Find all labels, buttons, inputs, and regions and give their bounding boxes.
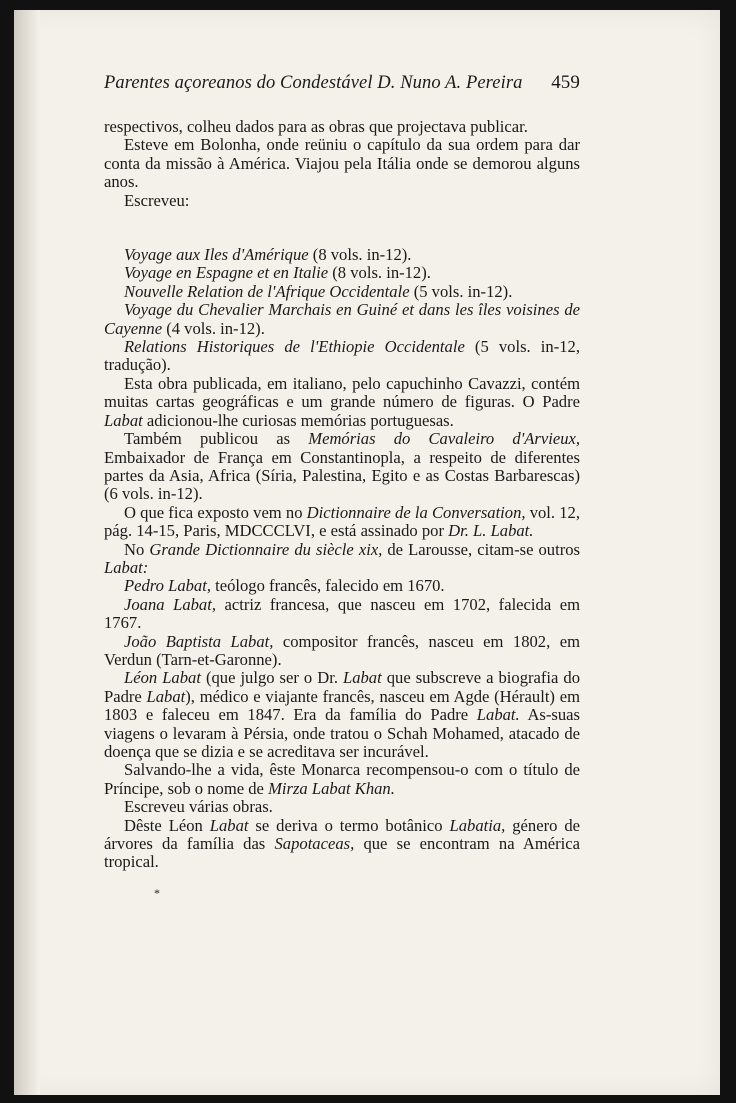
paragraph: Joana Labat, actriz francesa, que nasceu em 1702, falecida em 1767. (104, 594, 580, 633)
paragraph: Pedro Labat, teólogo francês, falecido em 1670. (124, 576, 445, 596)
page-content (104, 72, 580, 901)
paragraph: Esteve em Bolonha, onde reüniu o capítulo da sua ordem para dar conta da missão à América. Viajou pela Itália onde se demorou alguns anos. (104, 135, 580, 192)
paragraph: respectivos, colheu dados para as obras que projectava publicar. (104, 117, 528, 136)
paragraph: Esta obra publicada, em italiano, pelo capuchinho Cavazzi, contém muitas cartas geográficas e um grande número de figuras. O Padre Labat adicionou-lhe curiosas memórias portuguesas. (104, 373, 580, 430)
work-title: Nouvelle Relation de l'Afrique Occidentale (124, 281, 410, 301)
work-title: Relations Historiques de l'Ethiopie Occidentale (124, 337, 465, 357)
work-entry: Voyage en Espagne et en Italie (8 vols. in-12). (124, 263, 431, 283)
paragraph: O que fica exposto vem no Dictionnaire de la Conversation, vol. 12, pág. 14-15, Paris, MDCCCLVI, e está assinado por Dr. L. Labat. (104, 502, 580, 541)
work-entry: Nouvelle Relation de l'Afrique Occidentale (5 vols. in-12). (124, 281, 513, 301)
page-number: 459 (551, 72, 580, 93)
running-header (104, 72, 580, 102)
paragraph: No Grande Dictionnaire du siècle xix, de Larousse, citam-se outros Labat: (104, 539, 580, 577)
paragraph: Escreveu várias obras. (124, 797, 273, 817)
work-title: Voyage aux Iles d'Amérique (124, 245, 309, 265)
paragraph: João Baptista Labat, compositor francês, nasceu em 1802, em Verdun (Tarn-et-Garonne). (104, 631, 580, 669)
work-entry: Voyage du Chevalier Marchais en Guiné et dans les îles voisines de Cayenne (4 vols. in-12). (104, 300, 580, 338)
page-gutter (14, 10, 40, 1095)
end-ornament: * (154, 885, 160, 900)
spacer (104, 210, 580, 246)
paragraph: Salvando-lhe a vida, êste Monarca recompensou-o com o título de Príncipe, sob o nome de Mirza Labat Khan. (104, 760, 580, 798)
paragraph: Léon Labat (que julgo ser o Dr. Labat que subscreve a biografia do Padre Labat), médico e viajante francês, nasceu em Agde (Hérault) em 1803 e faleceu em 1847. Era da família do Padre Labat. As-suas viagens o levaram à Pérsia, onde tratou o Schah Mohamed, atacado de doença que se dizia e se acreditava ser incurável. (104, 668, 581, 761)
work-entry: Voyage aux Iles d'Amérique (8 vols. in-12). (124, 245, 412, 265)
work-title: Voyage du Chevalier Marchais en Guiné et dans les îles voisines de Cayenne (104, 300, 580, 338)
paragraph: Também publicou as Memórias do Cavaleiro d'Arvieux, Embaixador de França em Constantinopla, a respeito de diferentes partes da Asia, Africa (Síria, Palestina, Egito e as Costas Barbarescas) (6 vols. in-12). (104, 429, 580, 504)
paragraph: Dêste Léon Labat se deriva o termo botânico Labatia, género de árvores da família das Sapotaceas, que se encontram na América tropical. (104, 815, 581, 872)
running-title: Parentes açoreanos do Condestável D. Nuno A. Pereira (104, 73, 523, 93)
body-text (104, 118, 580, 872)
work-title: Voyage en Espagne et en Italie (124, 263, 329, 283)
work-entry: Relations Historiques de l'Ethiopie Occidentale (5 vols. in-12, tradução). (104, 337, 580, 375)
paragraph: Escreveu: (124, 190, 190, 210)
